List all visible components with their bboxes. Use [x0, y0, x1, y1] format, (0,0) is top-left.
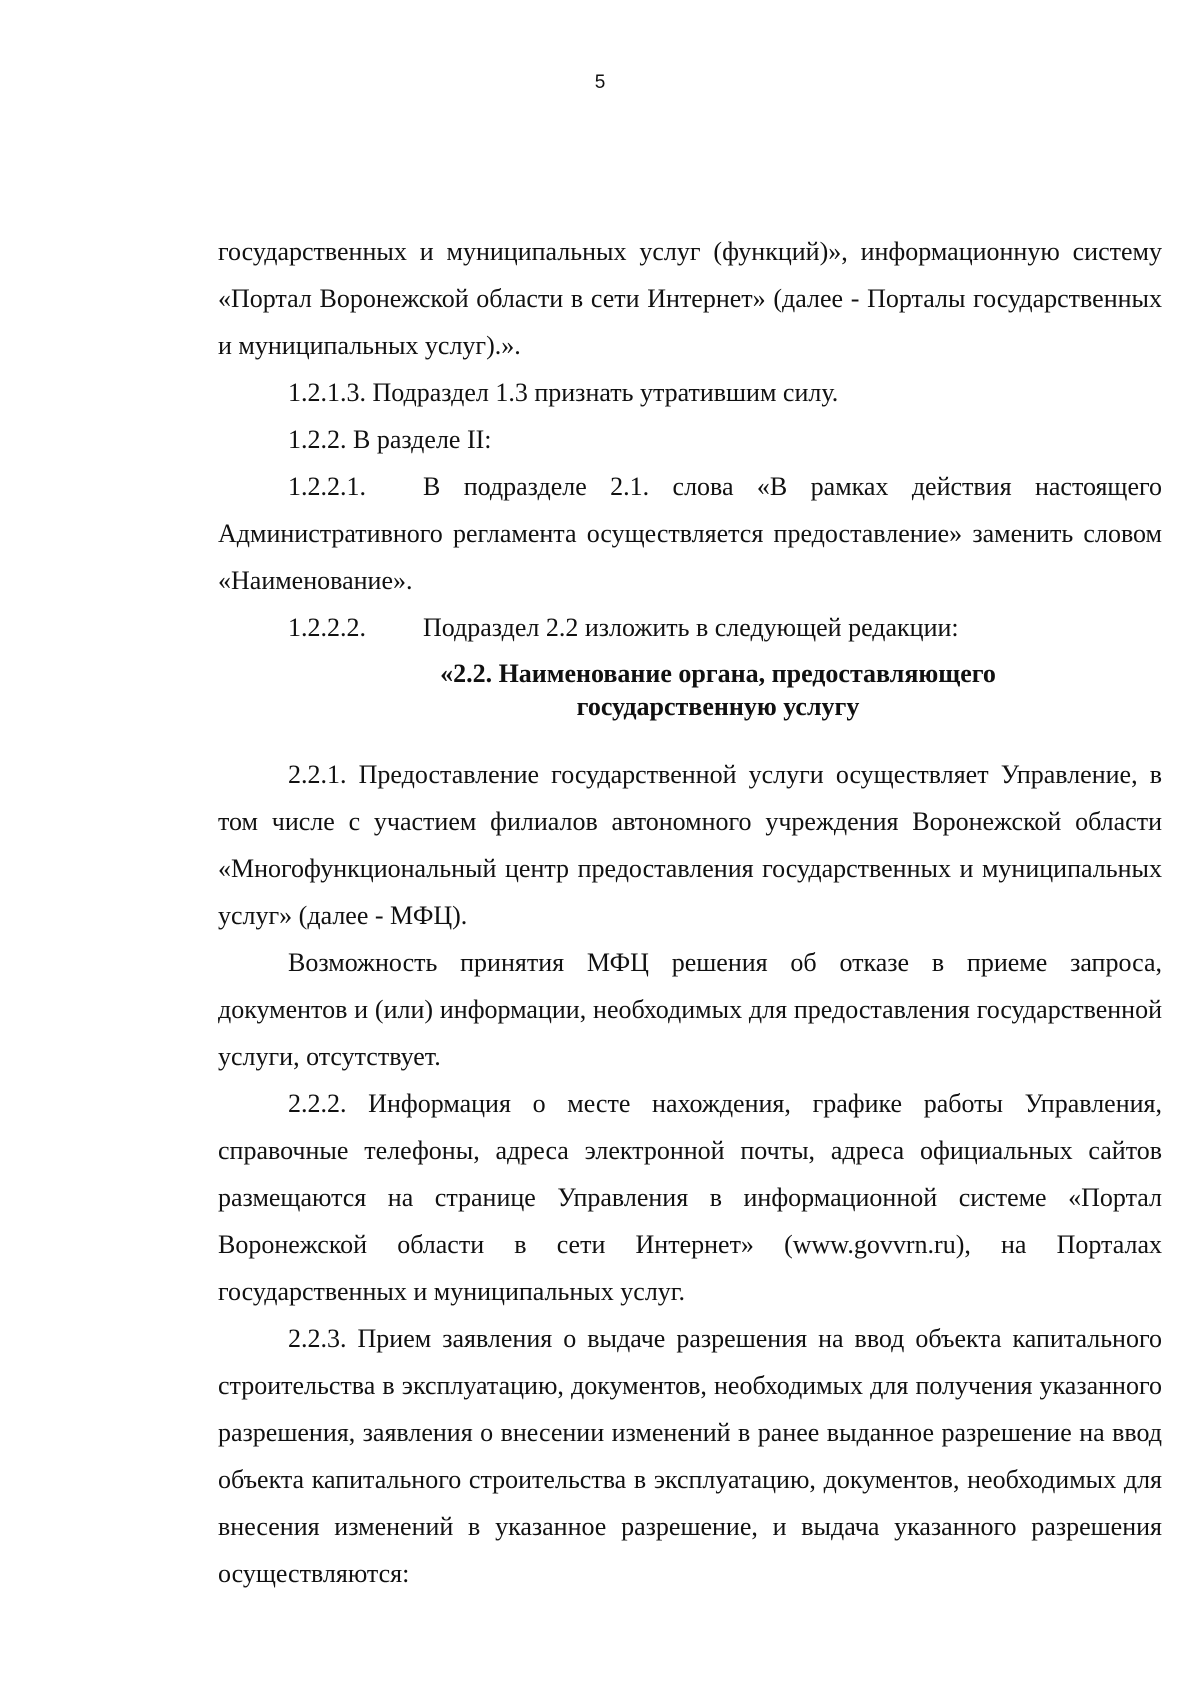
- paragraph-2-2-1: 2.2.1. Предоставление государственной услуги осуществляет Управление, в том числе с участием филиалов автономного учреждения Воронежской области «Многофункциональный центр предоставления государственных и муниципальных услуг» (далее - МФЦ).: [218, 760, 1162, 930]
- paragraph-1-2-2-1: [218, 463, 1162, 604]
- paragraph-text: Подраздел 2.2 изложить в следующей редакции:: [423, 613, 959, 642]
- paragraph-continuation: государственных и муниципальных услуг (функций)», информационную систему «Портал Воронежской области в сети Интернет» (далее - Порталы государственных и муниципальных услуг).».: [218, 237, 1162, 360]
- paragraph-1-2-2-2: [218, 604, 1162, 651]
- paragraph-number: 1.2.2.2.: [288, 613, 366, 642]
- paragraph-1-2-2: 1.2.2. В разделе II:: [288, 425, 492, 454]
- paragraph-text: В подразделе 2.1. слова «В рамках действия настоящего Административного регламента осуществляется предоставление» заменить словом «Наименование».: [218, 472, 1162, 595]
- page-number: 5: [594, 72, 606, 93]
- paragraph-number: 1.2.2.1.: [288, 472, 366, 501]
- section-heading-line-1: «2.2. Наименование органа, предоставляющего: [440, 659, 996, 688]
- section-heading: [218, 657, 1162, 723]
- paragraph-1-2-1-3: 1.2.1.3. Подраздел 1.3 признать утратившим силу.: [288, 378, 839, 407]
- section-heading-line-2: государственную услугу: [576, 692, 860, 721]
- paragraph-2-2-2: 2.2.2. Информация о месте нахождения, графике работы Управления, справочные телефоны, адреса электронной почты, адреса официальных сайтов размещаются на странице Управления в информационной системе «Портал Воронежской области в сети Интернет» (www.govvrn.ru), на Порталах государственных и муниципальных услуг.: [218, 1089, 1162, 1306]
- document-body: [218, 228, 1162, 1597]
- paragraph-mfc-refusal: Возможность принятия МФЦ решения об отказе в приеме запроса, документов и (или) информации, необходимых для предоставления государственной услуги, отсутствует.: [218, 948, 1162, 1071]
- paragraph-2-2-3: 2.2.3. Прием заявления о выдаче разрешения на ввод объекта капитального строительства в эксплуатацию, документов, необходимых для получения указанного разрешения, заявления о внесении изменений в ранее выданное разрешение на ввод объекта капитального строительства в эксплуатацию, документов, необходимых для внесения изменений в указанное разрешение, и выдача указанного разрешения осуществляются:: [218, 1324, 1162, 1588]
